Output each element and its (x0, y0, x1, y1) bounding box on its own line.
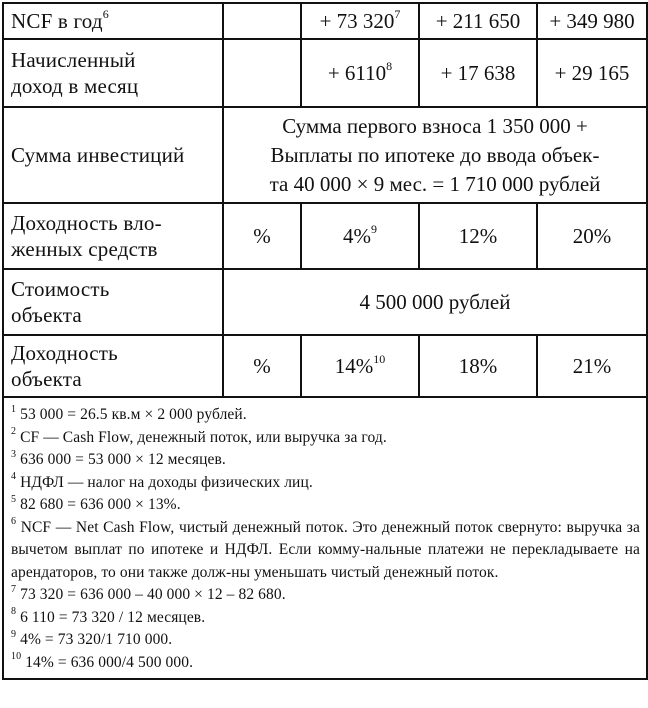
cell-value: 4% (343, 224, 371, 248)
cell-value: + 349 980 (549, 9, 635, 33)
footnote-text: 73 320 = 636 000 – 40 000 × 12 – 82 680. (20, 586, 286, 603)
footnote (11, 629, 640, 652)
footnote-number: 8 (11, 606, 17, 618)
footnote-number: 10 (11, 651, 22, 663)
table-row-property-yield (3, 335, 647, 397)
footnote (11, 652, 640, 675)
row-label (3, 203, 223, 269)
table-cell (419, 203, 537, 269)
table-cell (223, 39, 301, 107)
table-cell (301, 39, 419, 107)
table-cell (223, 203, 301, 269)
row-label-line: женных средств (11, 237, 158, 261)
table-cell (537, 3, 647, 39)
footnotes-row (3, 397, 647, 679)
cell-value: % (253, 224, 271, 248)
footnote-text: NCF — Net Cash Flow, чистый денежный поток. Это денежный поток свернуто: выручка за вычетом выплат по ипотеке и НДФЛ. Если комму-нальные платежи не перекладываете на арендаторов, то они также долж-ны уменьшать чистый денежный поток. (11, 518, 641, 581)
row-label (3, 269, 223, 335)
table-cell (301, 3, 419, 39)
footnote-ref: 10 (373, 352, 386, 366)
merged-cell (223, 269, 647, 335)
table-cell (537, 203, 647, 269)
footnote-ref: 9 (371, 222, 377, 236)
footnote-ref: 6 (102, 7, 109, 21)
footnote-text: 636 000 = 53 000 × 12 месяцев. (20, 451, 226, 468)
table-cell (223, 3, 301, 39)
cell-value: 12% (458, 224, 498, 248)
table-row-invested-yield (3, 203, 647, 269)
footnote-number: 7 (11, 583, 17, 595)
footnote-number: 9 (11, 628, 17, 640)
cell-value: + 29 165 (554, 61, 630, 85)
footnote (11, 584, 640, 607)
table-cell (419, 39, 537, 107)
merged-line: Выплаты по ипотеке до ввода объек- (270, 142, 600, 167)
footnote-ref: 8 (386, 59, 393, 73)
footnote-ref: 7 (394, 7, 401, 21)
row-label-line: Начисленный (11, 48, 136, 72)
footnote (11, 427, 640, 450)
cell-value: % (253, 354, 271, 378)
cell-value: 14% (334, 354, 374, 378)
footnote (11, 494, 640, 517)
merged-cell (223, 107, 647, 203)
footnote-text: 14% = 636 000/4 500 000. (25, 653, 194, 671)
row-label-text: Сумма инвестиций (11, 143, 185, 167)
row-label-line: объекта (11, 303, 82, 327)
footnote-text: 82 680 = 636 000 × 13%. (20, 496, 181, 513)
merged-line: Сумма первого взноса 1 350 000 + (282, 113, 588, 138)
table-row-property-cost (3, 269, 647, 335)
footnote-number: 1 (11, 403, 17, 415)
footnote-text: 6 110 = 73 320 / 12 месяцев. (20, 608, 206, 626)
table-cell (301, 203, 419, 269)
footnote (11, 449, 640, 472)
cell-value: + 6110 (327, 61, 387, 85)
investment-table (2, 2, 648, 680)
cell-value: + 73 320 (319, 9, 395, 33)
table-cell (537, 39, 647, 107)
footnote-number: 4 (11, 471, 17, 483)
table-cell (419, 3, 537, 39)
footnote-number: 2 (11, 426, 17, 438)
row-label-line: объекта (11, 367, 82, 391)
table-row-ncf (3, 3, 647, 39)
row-label (3, 335, 223, 397)
table-cell (537, 335, 647, 397)
footnote-number: 5 (11, 493, 17, 505)
table-row-monthly-income (3, 39, 647, 107)
footnote-text: CF — Cash Flow, денежный поток, или выручка за год. (20, 428, 387, 446)
footnote (11, 607, 640, 630)
row-label-line: Стоимость (11, 277, 110, 301)
cell-value: 21% (572, 354, 612, 378)
row-label (3, 39, 223, 107)
footnote (11, 517, 640, 585)
row-label-line: Доходность (11, 341, 118, 365)
cell-value: + 211 650 (435, 9, 521, 33)
row-label (3, 3, 223, 39)
table-cell (419, 335, 537, 397)
footnote (11, 472, 640, 495)
footnote-text: НДФЛ — налог на доходы физических лиц. (20, 473, 313, 491)
table-row-investment (3, 107, 647, 203)
table-cell (223, 335, 301, 397)
cell-value: 20% (572, 224, 612, 248)
cell-value: 18% (458, 354, 498, 378)
footnote (11, 404, 640, 427)
footnote-text: 4% = 73 320/1 710 000. (20, 631, 173, 648)
cell-value: + 17 638 (440, 61, 516, 85)
footnote-number: 3 (11, 448, 17, 460)
merged-value: 4 500 000 рублей (359, 290, 511, 314)
footnote-text: 53 000 = 26.5 кв.м × 2 000 рублей. (20, 406, 247, 423)
merged-line: та 40 000 × 9 мес. = 1 710 000 рублей (269, 171, 601, 196)
row-label-line: доход в месяц (11, 74, 139, 98)
footnote-number: 6 (11, 516, 17, 528)
footnotes (3, 397, 647, 679)
row-label (3, 107, 223, 203)
row-label-line: Доходность вло- (11, 211, 162, 235)
table-cell (301, 335, 419, 397)
row-label-text: NCF в год (11, 9, 103, 33)
